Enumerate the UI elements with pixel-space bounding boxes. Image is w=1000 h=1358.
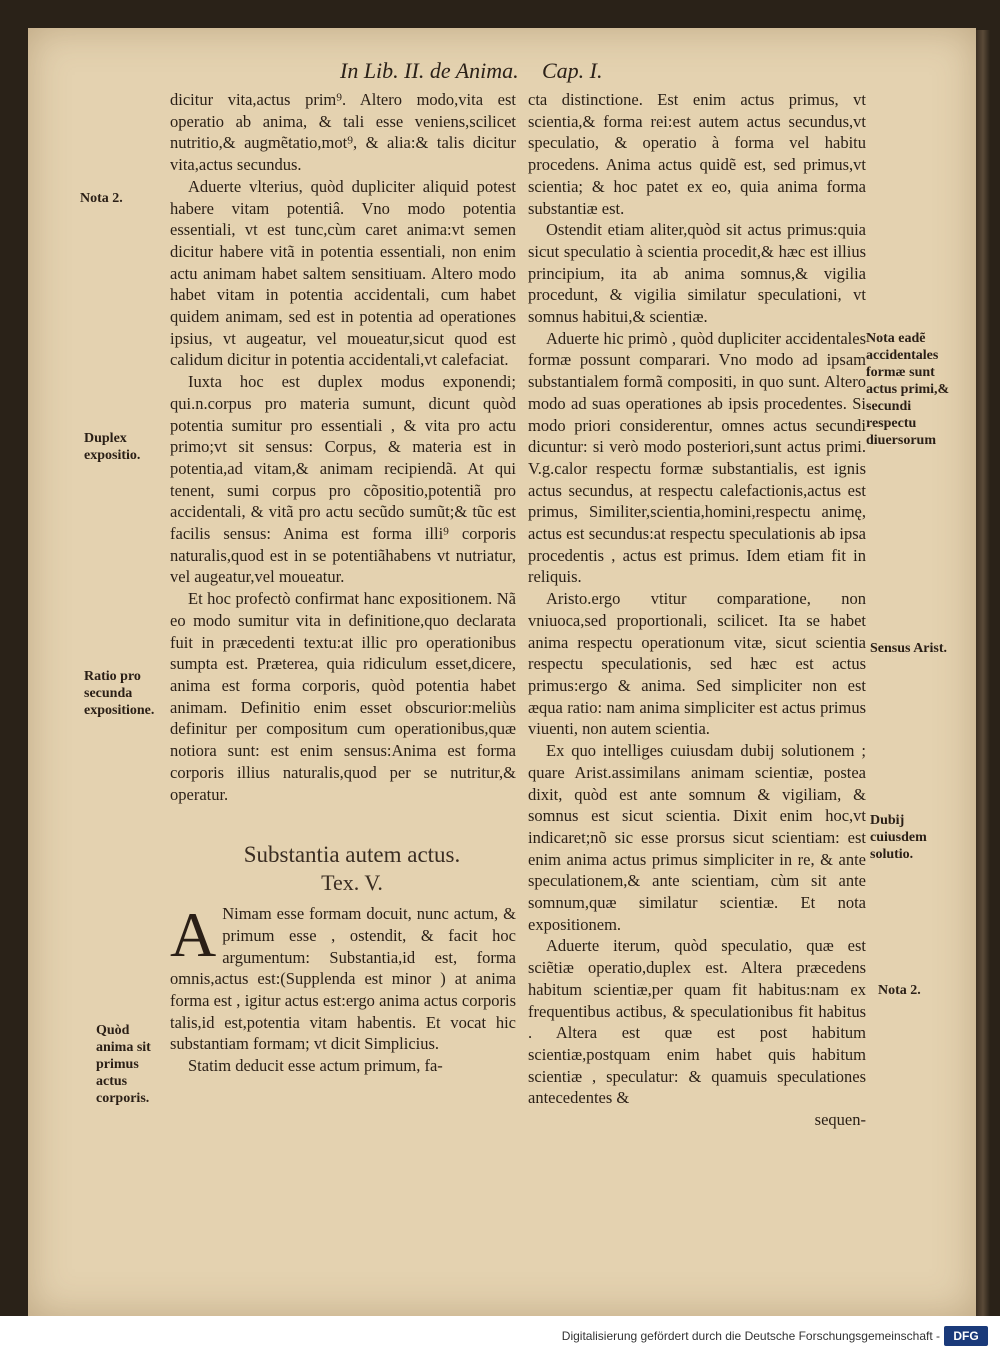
section-heading [170, 841, 516, 897]
text-column-left [170, 89, 516, 1077]
paragraph-text: Nimam esse formam docuit, nunc actum, & primum esse , ostendit, & facit hoc argumentum: Substantia,id est, forma omnis,actus est:(Supplenda est minor ) at anima forma est , igitur actus est:ergo anima actus corporis talis,id est,potentia vitam habentis. Et vocat hic substantiam formam; vt dicit Simplicius. [170, 904, 516, 1054]
paragraph: Aduerte vlterius, quòd dupliciter aliquid potest habere vitam potentiâ. Vno modo potentia essentiali, vt est tunc,cùm caret anima:vt semen dicitur habere vitã in potentia essentiali, non enim actu animam habet saltem sensitiuam. Altero modo habet vitam in potentia accidentali, cum habet quidem animam, sed est in potentia ad operationes ipsius, vt augeatur, vel moueatur,sicut quod est calidum dicitur in potentia accidentali,vt calefaciat. [170, 176, 516, 370]
text-column-right [528, 89, 866, 1131]
header-left: In Lib. II. de Anima. [340, 58, 519, 83]
heading-title: Substantia autem actus. [243, 842, 461, 868]
header-right: Cap. I. [542, 58, 603, 83]
paragraph: Statim deducit esse actum primum, fa- [188, 1056, 443, 1076]
margin-note-ratio-pro: Ratio pro secunda expositione. [84, 669, 155, 718]
paragraph: Aduerte hic primò , quòd dupliciter accidentales formæ possunt comparari. Vno modo ad ipsam substantialem formã compositi, in quo sunt. Altero modo ad suas operationes ab ipsis procedentes. Si modo priori considerentur, omnes actus secundi dicuntur: si verò modo posteriori,sunt actus primi. V.g.calor respectu formæ substantialis, est ignis actus secundus, at respectu calefactionis,actus est primus, Similiter,scientia,homini,respectu animę, actus est secundus:at respectu speculationis ab ipsa procedentis , actus est primus. Idem etiam fit in reliquis. [528, 328, 866, 587]
margin-note-nota-eadem: Nota eadẽ accidentales formæ sunt actus primi,& secundi respectu diuersorum [866, 331, 950, 448]
paragraph: Et hoc profectò confirmat hanc expositionem. Nã eo modo sumitur vita in definitione,quo declarata fuit in præcedenti textu:at illic pro operationibus sumpta est. Præterea, quia ridiculum esset,dicere, anima est forma corporis, quòd potentia habet animam. Definitio enim esset obscurior:meliùs definitur per compositum cum operationibus,quæ notiora sunt: est enim sensus:Anima est forma corporis illius naturalis,quod per se nutritur,& operatur. [170, 589, 516, 804]
drop-cap: A [170, 899, 217, 971]
paragraph: Aduerte iterum, quòd speculatio, quæ est sciẽtiæ operatio,duplex est. Altera præcedens habitum scientiæ,per quam fit habitus:nam ex frequentibus actibus, & speculationibus fit habitus . Altera est quæ est post habitum scientiæ,postquam enim habet quis habitum scientiæ , speculatur: & quamuis speculationes antecedentes & [528, 936, 866, 1108]
running-header [340, 58, 940, 88]
margin-note-nota-2b: Nota 2. [878, 983, 921, 998]
dfg-logo-icon: DFG [944, 1326, 988, 1346]
margin-note-sensus-arist: Sensus Arist. [870, 641, 948, 656]
paragraph: Iuxta hoc est duplex modus exponendi; qui.n.corpus pro materia sumunt, dicunt quòd potentia sumitur pro essentiali , & vita pro actu primo;vt sit sensus: Corpus, & materia est in potentia,ad vitam,& animam recipiendã. At qui tenent, sumi corpus pro cõpositio,potentiã pro accidentali, & vitã pro actu secũdo sumũt;& tũc est facilis sensus: Anima est forma illi⁹ corporis naturalis,quod est in se potentiãhabens vt nutriatur, vel augeatur,vel moueatur. [170, 372, 516, 587]
paragraph: dicitur vita,actus prim⁹. Altero modo,vita est operatio ab anima, & tali esse veniens,scilicet nutritio,& augmẽtatio,mot⁹, & alia:& talis dicitur vita,actus secundus. [170, 90, 516, 175]
heading-text-number: Tex. V. [321, 870, 383, 896]
paragraph: Aristo.ergo vtitur comparatione, non vniuoca,sed proportionali, scilicet. Ita se habet anima respectu operationum vitæ, sicut scientia respectu speculationis, sed hæc est actus primus:ergo & anima. Sed simpliciter non est æqua ratio: nam anima simpliciter est actus primus viuenti, non autem scientia. [528, 589, 866, 739]
catchword: sequen- [814, 1110, 866, 1130]
footer-credit: Digitalisierung gefördert durch die Deutsche Forschungsgemeinschaft - [561, 1329, 940, 1343]
margin-note-nota-2: Nota 2. [80, 191, 123, 206]
paragraph: Ex quo intelliges cuiusdam dubij solutionem ; quare Arist.assimilans animam scientiæ, postea dixit, quòd est ante somnum & vigiliam, & somnus est sicut scientia. Dixit enim hoc,vt indicaret;nõ sic esse prorsus sicut scientiam: est enim anima actus primus simpliciter in re, & ante speculationem,& ante scientiam, cùm sit ante somnum,quæ similatur scientiæ. Et nota expositionem. [528, 741, 866, 934]
paragraph [170, 899, 516, 1055]
paragraph: cta distinctione. Est enim actus primus, vt scientia,& forma rei:est autem actus secundus,vt speculatio, & operatio à forma vel habitu procedens. Anima actus quidẽ est, sed primus,vt scientia; & hoc patet ex eo, quia anima forma substantiæ est. [528, 90, 866, 218]
page-edge [976, 30, 990, 1316]
margin-note-duplex-expositio: Duplex expositio. [84, 431, 141, 463]
margin-note-dubij: Dubij cuiusdem solutio. [870, 813, 927, 862]
paragraph: Ostendit etiam aliter,quòd sit actus primus:quia sicut speculatio à scientia procedit,& hæc est illius principium, ita ab anima somnus,& vigilia procedunt, & vigilia similatur speculationi, vt somnus habitui,& scientiæ. [528, 220, 866, 327]
margin-note-quod-anima: Quòd anima sit primus actus corporis. [96, 1023, 151, 1106]
digitization-footer [0, 1316, 1000, 1358]
